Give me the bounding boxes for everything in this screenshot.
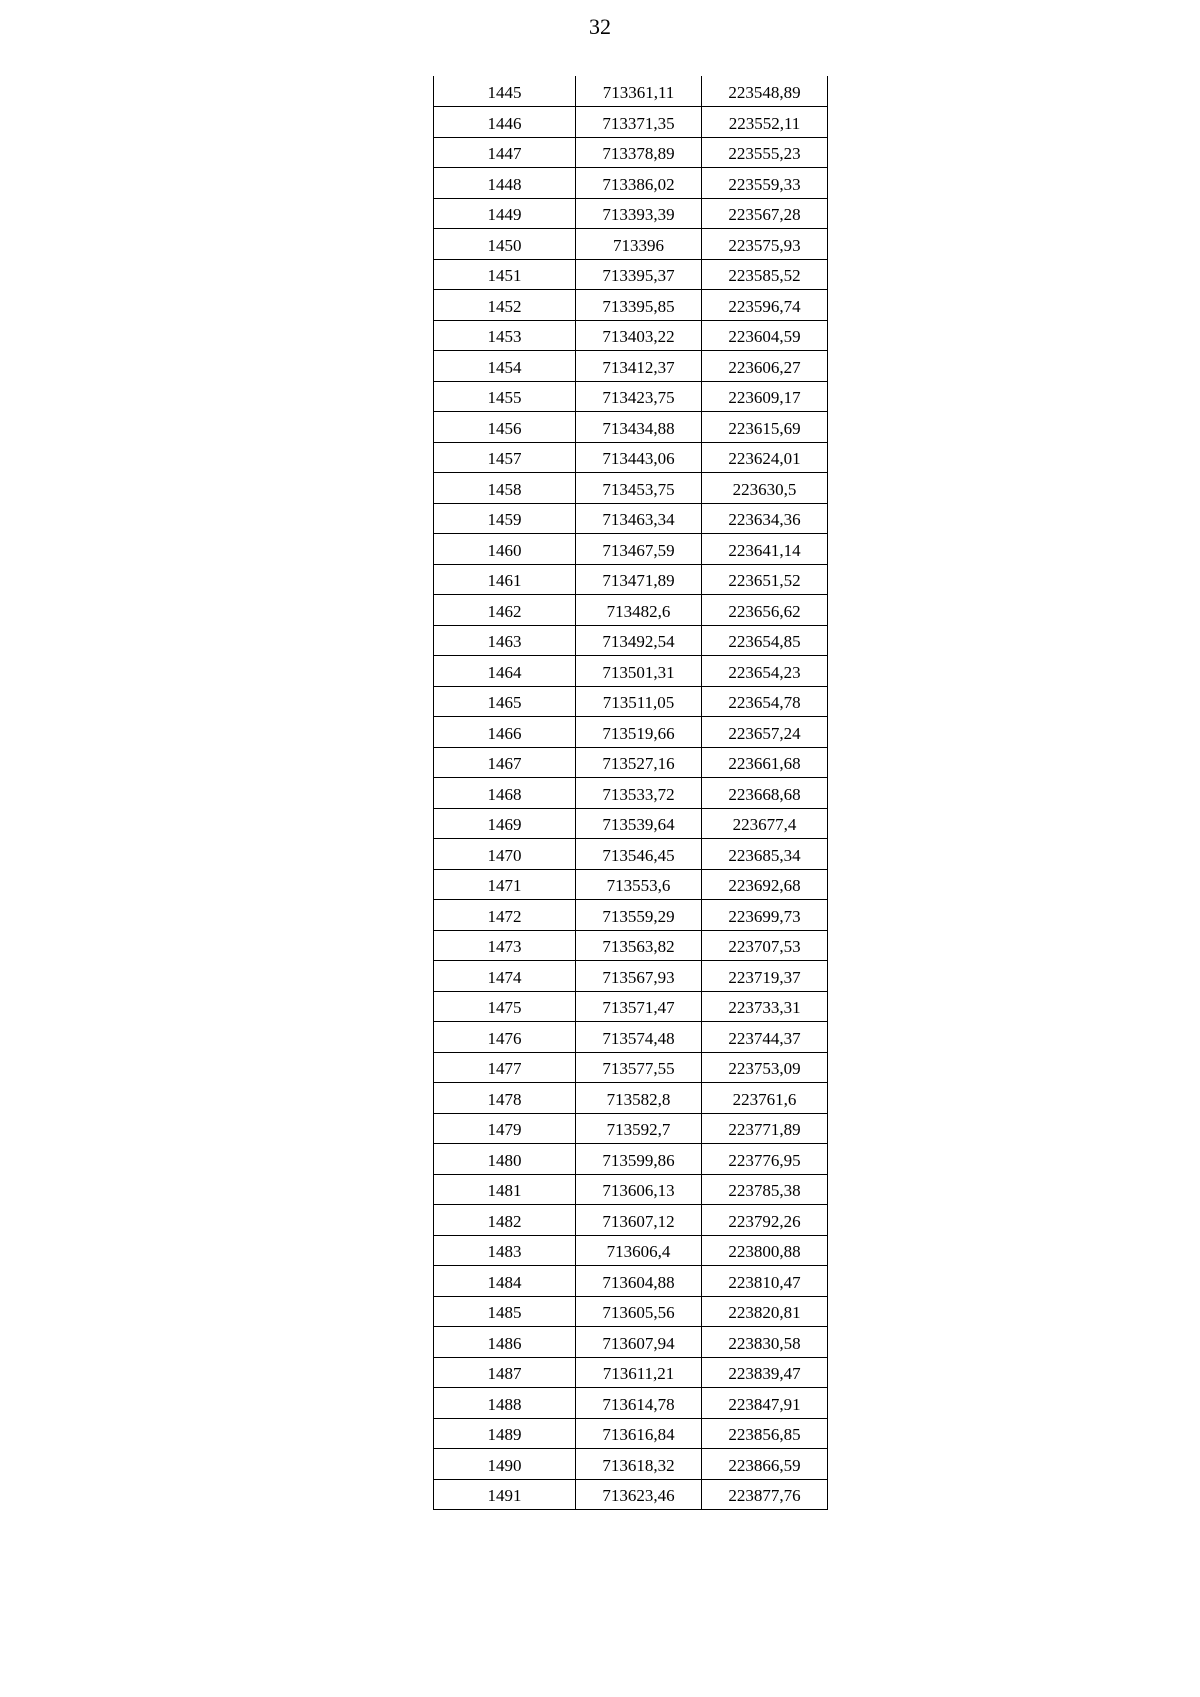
- table-row: [434, 503, 828, 534]
- y-coordinate-cell: 223548,89: [702, 76, 828, 107]
- table-row: [434, 1022, 828, 1053]
- table-row: [434, 76, 828, 107]
- y-coordinate-cell: 223771,89: [702, 1113, 828, 1144]
- x-coordinate-cell: 713527,16: [576, 747, 702, 778]
- point-number-cell: 1449: [434, 198, 576, 229]
- point-number-cell: 1456: [434, 412, 576, 443]
- table-row: [434, 1418, 828, 1449]
- y-coordinate-cell: 223839,47: [702, 1357, 828, 1388]
- x-coordinate-cell: 713412,37: [576, 351, 702, 382]
- table-row: [434, 168, 828, 199]
- y-coordinate-cell: 223733,31: [702, 991, 828, 1022]
- y-coordinate-cell: 223699,73: [702, 900, 828, 931]
- table-row: [434, 259, 828, 290]
- x-coordinate-cell: 713567,93: [576, 961, 702, 992]
- table-row: [434, 595, 828, 626]
- y-coordinate-cell: 223657,24: [702, 717, 828, 748]
- table-row: [434, 808, 828, 839]
- y-coordinate-cell: 223585,52: [702, 259, 828, 290]
- table-row: [434, 1449, 828, 1480]
- table-row: [434, 1144, 828, 1175]
- table-row: [434, 534, 828, 565]
- y-coordinate-cell: 223800,88: [702, 1235, 828, 1266]
- y-coordinate-cell: 223847,91: [702, 1388, 828, 1419]
- table-row: [434, 564, 828, 595]
- table-row: [434, 1266, 828, 1297]
- point-number-cell: 1479: [434, 1113, 576, 1144]
- point-number-cell: 1454: [434, 351, 576, 382]
- x-coordinate-cell: 713492,54: [576, 625, 702, 656]
- x-coordinate-cell: 713395,85: [576, 290, 702, 321]
- table-row: [434, 1357, 828, 1388]
- point-number-cell: 1455: [434, 381, 576, 412]
- x-coordinate-cell: 713559,29: [576, 900, 702, 931]
- x-coordinate-cell: 713511,05: [576, 686, 702, 717]
- point-number-cell: 1467: [434, 747, 576, 778]
- y-coordinate-cell: 223624,01: [702, 442, 828, 473]
- x-coordinate-cell: 713443,06: [576, 442, 702, 473]
- y-coordinate-cell: 223567,28: [702, 198, 828, 229]
- table-row: [434, 1083, 828, 1114]
- point-number-cell: 1464: [434, 656, 576, 687]
- table-row: [434, 320, 828, 351]
- y-coordinate-cell: 223668,68: [702, 778, 828, 809]
- table-row: [434, 686, 828, 717]
- table-row: [434, 1174, 828, 1205]
- x-coordinate-cell: 713546,45: [576, 839, 702, 870]
- x-coordinate-cell: 713453,75: [576, 473, 702, 504]
- point-number-cell: 1474: [434, 961, 576, 992]
- x-coordinate-cell: 713361,11: [576, 76, 702, 107]
- y-coordinate-cell: 223810,47: [702, 1266, 828, 1297]
- page-number: 32: [589, 14, 611, 39]
- point-number-cell: 1469: [434, 808, 576, 839]
- table-row: [434, 473, 828, 504]
- table-row: [434, 198, 828, 229]
- table-row: [434, 839, 828, 870]
- point-number-cell: 1451: [434, 259, 576, 290]
- table-row: [434, 869, 828, 900]
- point-number-cell: 1460: [434, 534, 576, 565]
- x-coordinate-cell: 713463,34: [576, 503, 702, 534]
- point-number-cell: 1483: [434, 1235, 576, 1266]
- y-coordinate-cell: 223654,85: [702, 625, 828, 656]
- x-coordinate-cell: 713607,94: [576, 1327, 702, 1358]
- x-coordinate-cell: 713403,22: [576, 320, 702, 351]
- point-number-cell: 1453: [434, 320, 576, 351]
- point-number-cell: 1457: [434, 442, 576, 473]
- y-coordinate-cell: 223830,58: [702, 1327, 828, 1358]
- x-coordinate-cell: 713467,59: [576, 534, 702, 565]
- y-coordinate-cell: 223559,33: [702, 168, 828, 199]
- y-coordinate-cell: 223866,59: [702, 1449, 828, 1480]
- x-coordinate-cell: 713606,13: [576, 1174, 702, 1205]
- x-coordinate-cell: 713519,66: [576, 717, 702, 748]
- point-number-cell: 1471: [434, 869, 576, 900]
- x-coordinate-cell: 713577,55: [576, 1052, 702, 1083]
- y-coordinate-cell: 223651,52: [702, 564, 828, 595]
- y-coordinate-cell: 223641,14: [702, 534, 828, 565]
- point-number-cell: 1463: [434, 625, 576, 656]
- x-coordinate-cell: 713539,64: [576, 808, 702, 839]
- y-coordinate-cell: 223785,38: [702, 1174, 828, 1205]
- x-coordinate-cell: 713423,75: [576, 381, 702, 412]
- x-coordinate-cell: 713482,6: [576, 595, 702, 626]
- x-coordinate-cell: 713571,47: [576, 991, 702, 1022]
- x-coordinate-cell: 713607,12: [576, 1205, 702, 1236]
- x-coordinate-cell: 713378,89: [576, 137, 702, 168]
- y-coordinate-cell: 223654,23: [702, 656, 828, 687]
- table-row: [434, 961, 828, 992]
- x-coordinate-cell: 713393,39: [576, 198, 702, 229]
- table-row: [434, 1327, 828, 1358]
- point-number-cell: 1486: [434, 1327, 576, 1358]
- point-number-cell: 1470: [434, 839, 576, 870]
- table-row: [434, 656, 828, 687]
- y-coordinate-cell: 223575,93: [702, 229, 828, 260]
- table-row: [434, 1296, 828, 1327]
- x-coordinate-cell: 713614,78: [576, 1388, 702, 1419]
- coordinates-table-body: [434, 76, 828, 1510]
- point-number-cell: 1468: [434, 778, 576, 809]
- table-row: [434, 1479, 828, 1510]
- table-row: [434, 717, 828, 748]
- table-row: [434, 381, 828, 412]
- x-coordinate-cell: 713616,84: [576, 1418, 702, 1449]
- x-coordinate-cell: 713611,21: [576, 1357, 702, 1388]
- y-coordinate-cell: 223552,11: [702, 107, 828, 138]
- y-coordinate-cell: 223856,85: [702, 1418, 828, 1449]
- table-row: [434, 778, 828, 809]
- y-coordinate-cell: 223792,26: [702, 1205, 828, 1236]
- y-coordinate-cell: 223654,78: [702, 686, 828, 717]
- point-number-cell: 1465: [434, 686, 576, 717]
- table-row: [434, 930, 828, 961]
- y-coordinate-cell: 223606,27: [702, 351, 828, 382]
- x-coordinate-cell: 713592,7: [576, 1113, 702, 1144]
- table-row: [434, 1052, 828, 1083]
- x-coordinate-cell: 713599,86: [576, 1144, 702, 1175]
- table-row: [434, 442, 828, 473]
- y-coordinate-cell: 223615,69: [702, 412, 828, 443]
- y-coordinate-cell: 223707,53: [702, 930, 828, 961]
- point-number-cell: 1484: [434, 1266, 576, 1297]
- x-coordinate-cell: 713582,8: [576, 1083, 702, 1114]
- table-row: [434, 1205, 828, 1236]
- x-coordinate-cell: 713623,46: [576, 1479, 702, 1510]
- x-coordinate-cell: 713396: [576, 229, 702, 260]
- table-row: [434, 900, 828, 931]
- point-number-cell: 1447: [434, 137, 576, 168]
- y-coordinate-cell: 223677,4: [702, 808, 828, 839]
- y-coordinate-cell: 223555,23: [702, 137, 828, 168]
- table-row: [434, 412, 828, 443]
- point-number-cell: 1466: [434, 717, 576, 748]
- point-number-cell: 1477: [434, 1052, 576, 1083]
- y-coordinate-cell: 223761,6: [702, 1083, 828, 1114]
- y-coordinate-cell: 223744,37: [702, 1022, 828, 1053]
- x-coordinate-cell: 713386,02: [576, 168, 702, 199]
- x-coordinate-cell: 713606,4: [576, 1235, 702, 1266]
- table-row: [434, 137, 828, 168]
- y-coordinate-cell: 223719,37: [702, 961, 828, 992]
- table-row: [434, 351, 828, 382]
- point-number-cell: 1472: [434, 900, 576, 931]
- x-coordinate-cell: 713563,82: [576, 930, 702, 961]
- point-number-cell: 1448: [434, 168, 576, 199]
- y-coordinate-cell: 223630,5: [702, 473, 828, 504]
- table-row: [434, 747, 828, 778]
- x-coordinate-cell: 713553,6: [576, 869, 702, 900]
- y-coordinate-cell: 223692,68: [702, 869, 828, 900]
- point-number-cell: 1475: [434, 991, 576, 1022]
- point-number-cell: 1473: [434, 930, 576, 961]
- x-coordinate-cell: 713371,35: [576, 107, 702, 138]
- y-coordinate-cell: 223685,34: [702, 839, 828, 870]
- table-row: [434, 991, 828, 1022]
- point-number-cell: 1488: [434, 1388, 576, 1419]
- table-row: [434, 1235, 828, 1266]
- point-number-cell: 1461: [434, 564, 576, 595]
- point-number-cell: 1487: [434, 1357, 576, 1388]
- x-coordinate-cell: 713605,56: [576, 1296, 702, 1327]
- point-number-cell: 1446: [434, 107, 576, 138]
- point-number-cell: 1459: [434, 503, 576, 534]
- point-number-cell: 1478: [434, 1083, 576, 1114]
- point-number-cell: 1462: [434, 595, 576, 626]
- point-number-cell: 1458: [434, 473, 576, 504]
- y-coordinate-cell: 223656,62: [702, 595, 828, 626]
- point-number-cell: 1491: [434, 1479, 576, 1510]
- table-row: [434, 1113, 828, 1144]
- point-number-cell: 1476: [434, 1022, 576, 1053]
- y-coordinate-cell: 223877,76: [702, 1479, 828, 1510]
- x-coordinate-cell: 713618,32: [576, 1449, 702, 1480]
- y-coordinate-cell: 223820,81: [702, 1296, 828, 1327]
- x-coordinate-cell: 713533,72: [576, 778, 702, 809]
- x-coordinate-cell: 713434,88: [576, 412, 702, 443]
- point-number-cell: 1490: [434, 1449, 576, 1480]
- point-number-cell: 1445: [434, 76, 576, 107]
- point-number-cell: 1452: [434, 290, 576, 321]
- point-number-cell: 1480: [434, 1144, 576, 1175]
- y-coordinate-cell: 223634,36: [702, 503, 828, 534]
- y-coordinate-cell: 223596,74: [702, 290, 828, 321]
- y-coordinate-cell: 223609,17: [702, 381, 828, 412]
- x-coordinate-cell: 713395,37: [576, 259, 702, 290]
- x-coordinate-cell: 713471,89: [576, 564, 702, 595]
- table-row: [434, 107, 828, 138]
- x-coordinate-cell: 713501,31: [576, 656, 702, 687]
- x-coordinate-cell: 713604,88: [576, 1266, 702, 1297]
- y-coordinate-cell: 223604,59: [702, 320, 828, 351]
- y-coordinate-cell: 223661,68: [702, 747, 828, 778]
- table-row: [434, 229, 828, 260]
- table-row: [434, 290, 828, 321]
- x-coordinate-cell: 713574,48: [576, 1022, 702, 1053]
- point-number-cell: 1450: [434, 229, 576, 260]
- table-row: [434, 1388, 828, 1419]
- point-number-cell: 1489: [434, 1418, 576, 1449]
- table-row: [434, 625, 828, 656]
- y-coordinate-cell: 223753,09: [702, 1052, 828, 1083]
- y-coordinate-cell: 223776,95: [702, 1144, 828, 1175]
- point-number-cell: 1485: [434, 1296, 576, 1327]
- point-number-cell: 1481: [434, 1174, 576, 1205]
- point-number-cell: 1482: [434, 1205, 576, 1236]
- coordinates-table: [433, 76, 828, 1510]
